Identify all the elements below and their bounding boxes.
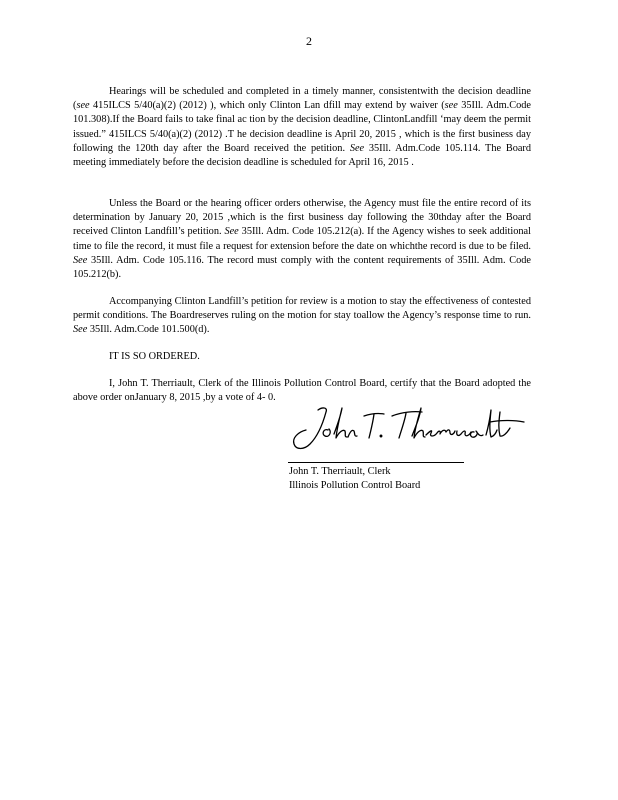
paragraph-hearings bbox=[73, 85, 531, 170]
hearings-see-2: see bbox=[444, 100, 458, 112]
clerk-organization: Illinois Pollution Control Board bbox=[289, 480, 421, 491]
hearings-text-4: 35Ill. Adm.Code 105.114. The Board meeting immediately before the decision deadline is scheduled for April 16, 2015 . bbox=[73, 142, 531, 169]
motion-text-2: 35Ill. Adm.Code 101.500(d). bbox=[87, 324, 210, 336]
handwritten-signature bbox=[288, 398, 528, 454]
record-see-2: See bbox=[73, 254, 88, 266]
hearings-text-3: 35Ill. Adm.Code 101.308).If the Board fails to take final ac tion by the decision deadline, ClintonLandfill ‘may deem the permit issued.” 415ILCS 5/40(a)(2) (2012) .T he decision deadline is April 20, 2015 , which is the first business day following the 120th day after the Board received the petition. bbox=[73, 100, 531, 154]
motion-see-1: See bbox=[73, 324, 88, 336]
hearings-text-2: 415ILCS 5/40(a)(2) (2012) ), which only Clinton Lan dfill may extend by waiver ( bbox=[89, 100, 445, 112]
signature-line bbox=[288, 462, 464, 463]
hearings-text-1: Hearings will be scheduled and completed in a timely manner, consistentwith the decision deadline ( bbox=[73, 86, 531, 112]
paragraph-motion bbox=[73, 295, 531, 338]
paragraph-ordered: IT IS SO ORDERED. bbox=[109, 351, 200, 362]
certification-text: I, John T. Therriault, Clerk of the Illinois Pollution Control Board, certify that the Board adopted the above order onJanuary 8, 2015 ,by a vote of 4- 0. bbox=[73, 378, 531, 404]
record-text-2: 35Ill. Adm. Code 105.212(a). If the Agency wishes to seek additional time to file the record, it must file a request for extension before the date on whichthe record is due to be filed. bbox=[73, 226, 531, 252]
hearings-see-1: see bbox=[76, 100, 90, 112]
motion-text-1: Accompanying Clinton Landfill’s petition for review is a motion to stay the effectiveness of contested permit conditions. The Boardreserves ruling on the motion for stay toallow the Agency’s response time to run. bbox=[73, 296, 531, 322]
hearings-see-3: See bbox=[349, 142, 365, 154]
record-text-1: Unless the Board or the hearing officer orders otherwise, the Agency must file the entire record of its determination by January 20, 2015 ,which is the first business day following the 30thday after the Board received Clinton Landfill’s petition. bbox=[73, 198, 531, 238]
record-text-3: 35Ill. Adm. Code 105.116. The record must comply with the content requirements of 35Ill. Adm. Code 105.212(b). bbox=[73, 254, 531, 281]
clerk-name: John T. Therriault, Clerk bbox=[289, 466, 391, 477]
record-see-1: See bbox=[224, 226, 239, 238]
paragraph-record bbox=[73, 197, 531, 282]
page-number: 2 bbox=[306, 34, 312, 48]
